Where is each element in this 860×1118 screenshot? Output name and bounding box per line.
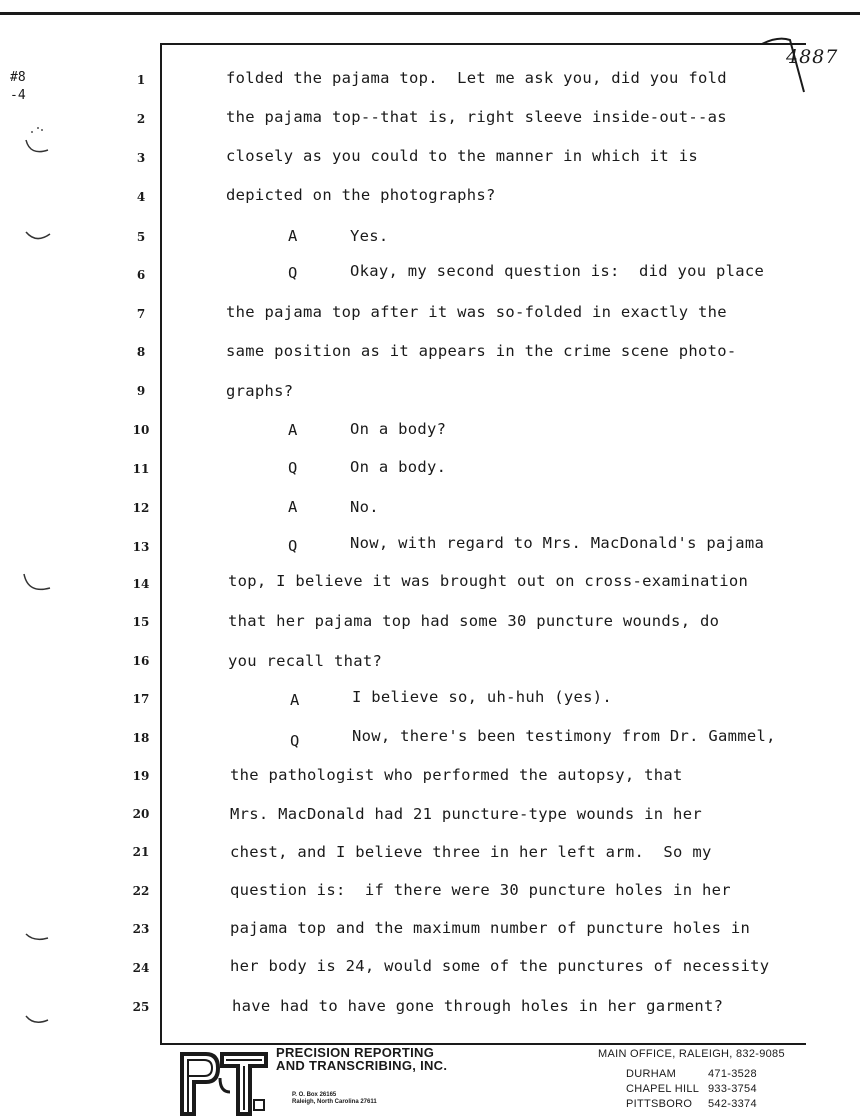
line-text: I believe so, uh-huh (yes). — [352, 688, 613, 706]
line-text: have had to have gone through holes in her garment? — [232, 997, 724, 1015]
line-text: her body is 24, would some of the punctures of necessity — [230, 957, 770, 975]
po-box — [292, 1092, 377, 1106]
hole-punch-mark — [22, 226, 62, 246]
line-number: 10 — [132, 423, 150, 437]
line-number: 21 — [132, 845, 150, 859]
page-number: 4887 — [786, 46, 839, 68]
line-number: 8 — [136, 345, 146, 359]
hole-punch-mark — [22, 1008, 62, 1032]
office-city: PITTSBORO — [626, 1098, 693, 1110]
line-text: the pathologist who performed the autopsy, that — [230, 766, 683, 784]
line-text: chest, and I believe three in her left arm. So my — [230, 843, 712, 861]
line-number: 18 — [132, 731, 150, 745]
line-text: that her pajama top had some 30 puncture wounds, do — [228, 612, 720, 630]
line-number: 17 — [132, 692, 150, 706]
line-number: 14 — [132, 577, 150, 591]
line-text: Now, with regard to Mrs. MacDonald's pajama — [350, 534, 765, 552]
office-city: CHAPEL HILL — [626, 1083, 700, 1095]
po-box-line2: Raleigh, North Carolina 27611 — [292, 1099, 377, 1105]
hole-punch-mark — [18, 120, 58, 160]
line-number: 22 — [132, 884, 150, 898]
hole-punch-mark — [22, 928, 62, 948]
speaker-label: Q — [288, 459, 298, 477]
line-text: you recall that? — [228, 652, 383, 670]
line-text: the pajama top after it was so-folded in exactly the — [226, 303, 727, 321]
line-text: On a body. — [350, 458, 447, 476]
line-number: 16 — [132, 654, 150, 668]
line-text: Now, there's been testimony from Dr. Gammel, — [352, 727, 776, 745]
line-number: 19 — [132, 769, 150, 783]
speaker-label: Q — [288, 264, 298, 282]
main-office: MAIN OFFICE, RALEIGH, 832-9085 — [598, 1048, 785, 1060]
line-number: 23 — [132, 922, 150, 936]
line-number: 6 — [136, 268, 146, 282]
line-text: same position as it appears in the crime scene photo- — [226, 342, 737, 360]
line-number: 9 — [136, 384, 146, 398]
office-phone: 471-3528 — [708, 1068, 757, 1080]
speaker-label: A — [288, 498, 298, 516]
margin-note-exhibit: #8 — [10, 70, 26, 85]
line-text: graphs? — [226, 382, 294, 400]
speaker-label: Q — [290, 732, 300, 750]
line-text: On a body? — [350, 420, 447, 438]
line-text: question is: if there were 30 puncture holes in her — [230, 881, 731, 899]
speaker-label: A — [288, 227, 298, 245]
line-text: Yes. — [350, 227, 389, 245]
line-number: 12 — [132, 501, 150, 515]
line-text: the pajama top--that is, right sleeve inside-out--as — [226, 108, 727, 126]
hole-punch-mark — [18, 560, 58, 600]
speaker-label: A — [290, 691, 300, 709]
line-number: 20 — [132, 807, 150, 821]
line-text: Okay, my second question is: did you place — [350, 262, 765, 280]
line-text: folded the pajama top. Let me ask you, did you fold — [226, 69, 727, 87]
line-number: 15 — [132, 615, 150, 629]
line-text: closely as you could to the manner in which it is — [226, 147, 698, 165]
office-phone: 542-3374 — [708, 1098, 757, 1110]
pt-logo-icon — [178, 1048, 268, 1118]
line-number: 25 — [132, 1000, 150, 1014]
firm-name — [276, 1046, 447, 1072]
firm-name-line1: PRECISION REPORTING — [276, 1045, 435, 1060]
line-number: 1 — [136, 73, 146, 87]
margin-note-sub: -4 — [10, 88, 26, 103]
line-number: 11 — [132, 462, 150, 476]
speaker-label: Q — [288, 537, 298, 555]
line-number: 7 — [136, 307, 146, 321]
line-number: 3 — [136, 151, 146, 165]
office-phone: 933-3754 — [708, 1083, 757, 1095]
line-text: No. — [350, 498, 379, 516]
line-number: 2 — [136, 112, 146, 126]
po-box-line1: P. O. Box 26165 — [292, 1092, 337, 1098]
line-text: Mrs. MacDonald had 21 puncture-type wounds in her — [230, 805, 702, 823]
line-number: 5 — [136, 230, 146, 244]
line-text: depicted on the photographs? — [226, 186, 496, 204]
firm-name-line2: AND TRANSCRIBING, INC. — [276, 1058, 448, 1073]
line-text: pajama top and the maximum number of puncture holes in — [230, 919, 751, 937]
reporter-footer — [0, 1044, 860, 1118]
speaker-label: A — [288, 421, 298, 439]
top-rule — [0, 12, 860, 15]
line-text: top, I believe it was brought out on cross-examination — [228, 572, 749, 590]
line-number: 24 — [132, 961, 150, 975]
office-city: DURHAM — [626, 1068, 677, 1080]
line-number: 4 — [136, 190, 146, 204]
line-number: 13 — [132, 540, 150, 554]
